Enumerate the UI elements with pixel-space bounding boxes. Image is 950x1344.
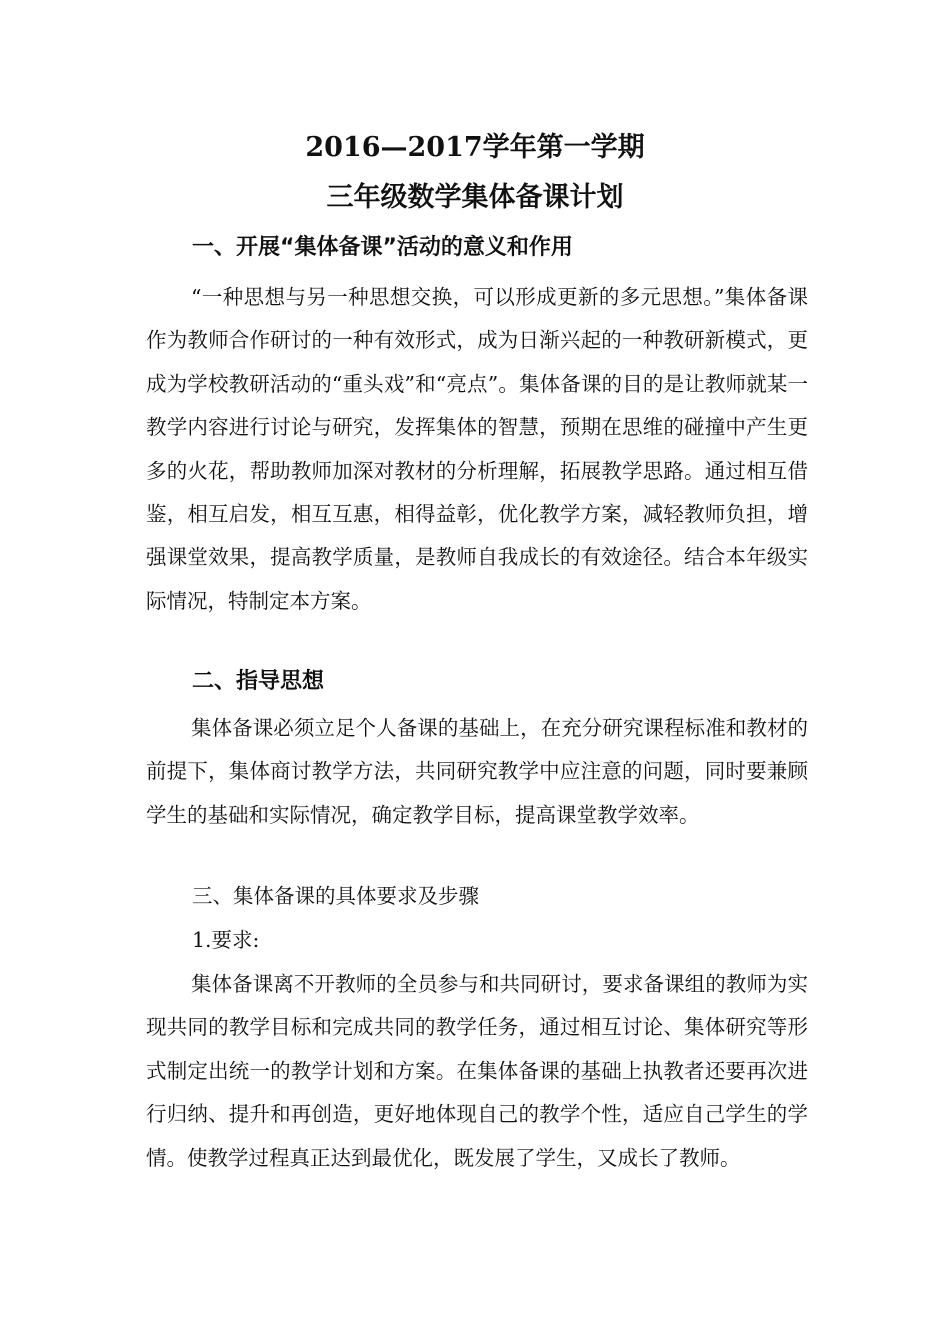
section2-paragraph: 集体备课必须立足个人备课的基础上，在充分研究课程标准和教材的前提下，集体商讨教学方法，共同研究教学中应注意的问题，同时要兼顾学生的基础和实际情况，确定教学目标，提高课堂教学效率。 xyxy=(146,716,808,827)
section1-paragraph: “一种思想与另一种思想交换，可以形成更新的多元思想。”集体备课作为教师合作研讨的一种有效形式，成为日渐兴起的一种教研新模式，更成为学校教研活动的“重头戏”和“亮点”。集体备课的目的是让教师就某一教学内容进行讨论与研究，发挥集体的智慧，预期在思维的碰撞中产生更多的火花，帮助教师加深对教材的分析理解，拓展教学思路。通过相互借鉴，相互启发，相互互惠，相得益彰，优化教学方案，减轻教师负担，增强课堂效果，提高教学质量，是教师自我成长的有效途径。结合本年级实际情况，特制定本方案。 xyxy=(146,285,808,613)
section1-heading: 一、开展“集体备课”活动的意义和作用 xyxy=(192,235,573,260)
section2-heading: 二、指导思想 xyxy=(192,669,325,694)
section3-heading: 三、集体备课的具体要求及步骤 xyxy=(192,884,479,908)
document-title-line2: 三年级数学集体备课计划 xyxy=(326,182,624,213)
subsection1-paragraph: 集体备课离不开教师的全员参与和共同研讨，要求备课组的教师为实现共同的教学目标和完成共同的教学任务，通过相互讨论、集体研究等形式制定出统一的教学计划和方案。在集体备课的基础上执教者还要再次进行归纳、提升和再创造，更好地体现自己的教学个性，适应自己学生的学情。使教学过程真正达到最优化，既发展了学生，又成长了教师。 xyxy=(146,972,808,1170)
document-title-line1: 2016—2017学年第一学期 xyxy=(305,132,645,163)
subsection1-label: 1.要求: xyxy=(192,928,260,952)
